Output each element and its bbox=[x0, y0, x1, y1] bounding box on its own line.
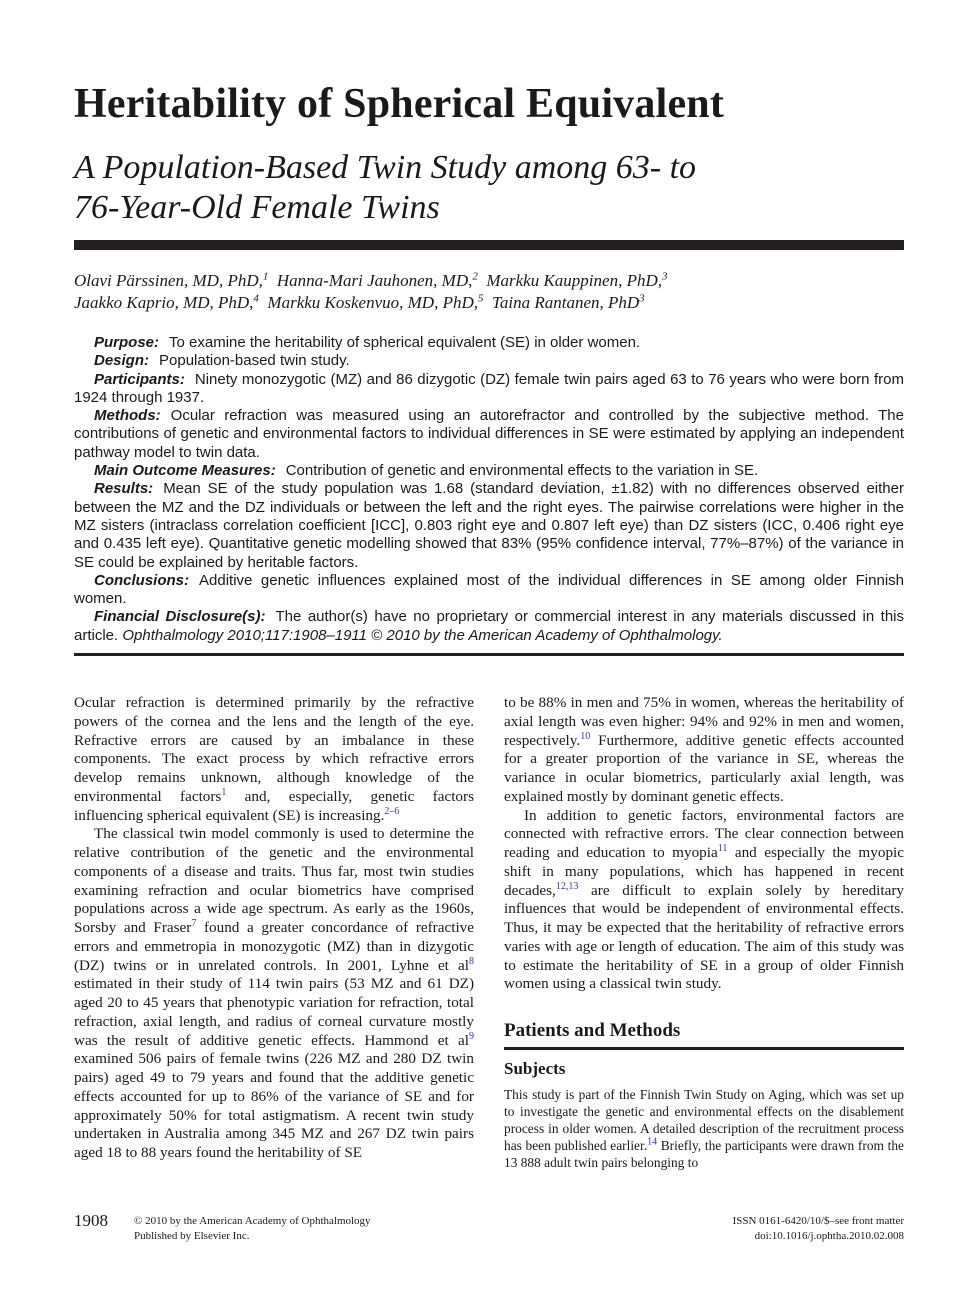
abstract-text: Contribution of genetic and environmental effects to the variation in SE. bbox=[285, 462, 759, 480]
reference-link[interactable]: 8 bbox=[469, 955, 474, 967]
abstract-outcome bbox=[74, 462, 904, 480]
body-paragraph bbox=[504, 1086, 904, 1171]
body-column-left bbox=[74, 694, 474, 1163]
body-paragraph bbox=[504, 807, 904, 995]
reference-link[interactable]: 14 bbox=[647, 1136, 658, 1148]
body-paragraph bbox=[504, 694, 904, 807]
reference-link[interactable]: 12,13 bbox=[555, 880, 579, 892]
author-affiliation: 1 bbox=[262, 270, 269, 283]
author-name: Jaakko Kaprio, MD, PhD, bbox=[74, 293, 254, 312]
abstract-text: To examine the heritability of spherical equivalent (SE) in older women. bbox=[169, 334, 641, 351]
abstract-label: Methods: bbox=[94, 407, 161, 425]
abstract-text: Ocular refraction was measured using an autorefractor and controlled by the subjective method. The contributions of genetic and environmental factors to individual differences in SE were estimated by applying an independent pathway model to twin data. bbox=[74, 407, 904, 461]
body-text: Briefly, the participants were drawn from the 13 888 adult twin pairs belonging to bbox=[504, 1138, 904, 1170]
abstract-label: Purpose: bbox=[94, 334, 160, 351]
body-text: Furthermore, additive genetic effects accounted for a greater proportion of the variance in SE, whereas the variance in ocular biometrics, particularly axial length, was explained mostly by dominant genetic effects. bbox=[504, 731, 904, 805]
footer-copyright bbox=[134, 1214, 371, 1244]
body-paragraph bbox=[74, 694, 474, 825]
author-affiliation: 3 bbox=[639, 292, 645, 305]
abstract-participants bbox=[74, 371, 904, 408]
abstract-conclusions bbox=[74, 572, 904, 609]
abstract-label: Main Outcome Measures: bbox=[94, 462, 276, 480]
author-affiliation: 4 bbox=[253, 292, 259, 305]
author-list bbox=[74, 270, 904, 314]
doi-link[interactable]: doi:10.1016/j.ophtha.2010.02.008 bbox=[754, 1230, 904, 1242]
copyright-text: © 2010 by the American Academy of Ophthalmology bbox=[134, 1215, 371, 1227]
article-title: Heritability of Spherical Equivalent bbox=[74, 81, 725, 127]
title-rule bbox=[74, 240, 904, 250]
reference-link[interactable]: 7 bbox=[191, 917, 197, 929]
reference-link[interactable]: 11 bbox=[717, 842, 728, 854]
journal-citation: Ophthalmology 2010;117:1908–1911 © 2010 by the American Academy of Ophthalmology. bbox=[122, 626, 723, 644]
article-subtitle bbox=[74, 148, 904, 228]
body-text: found a greater concordance of refractive errors and emmetropia in monozygotic (MZ) than in dizygotic (DZ) twins or in unrelated controls. In 2001, Lyhne et al bbox=[74, 919, 474, 974]
abstract-label: Financial Disclosure(s): bbox=[94, 608, 266, 626]
abstract-label: Participants: bbox=[94, 370, 185, 388]
abstract-text: Additive genetic influences explained most of the individual differences in SE among older Finnish women. bbox=[74, 571, 904, 608]
abstract-disclosure bbox=[74, 608, 904, 645]
abstract-results bbox=[74, 480, 904, 571]
author-name: Hanna-Mari Jauhonen, MD, bbox=[276, 271, 473, 290]
reference-link[interactable]: 2–6 bbox=[384, 805, 400, 817]
author-name: Markku Kauppinen, PhD, bbox=[486, 271, 662, 290]
subtitle-line-2: 76-Year-Old Female Twins bbox=[74, 189, 440, 226]
author-affiliation: 3 bbox=[661, 270, 668, 283]
footer-identifiers bbox=[733, 1214, 904, 1244]
body-text: Ocular refraction is determined primarily by the refractive powers of the cornea and the lens and the length of the eye. Refractive errors are caused by an imbalance in these components. The exact process by which refractive errors develop remains unknown, although knowledge of the environmental factors bbox=[74, 694, 474, 805]
author-name: Taina Rantanen, PhD bbox=[491, 293, 640, 312]
issn-text: ISSN 0161-6420/10/$–see front matter bbox=[732, 1215, 904, 1227]
section-heading: Patients and Methods bbox=[504, 1019, 904, 1050]
body-text: This study is part of the Finnish Twin Study on Aging, which was set up to investigate the genetic and environmental effects on the disablement process in older women. A detailed description of the recruitment process has been published earlier. bbox=[504, 1087, 904, 1153]
reference-link[interactable]: 10 bbox=[580, 730, 591, 742]
abstract-label: Results: bbox=[94, 480, 154, 498]
abstract-text: The author(s) have no proprietary or commercial interest in any materials discussed in this article. bbox=[74, 608, 904, 644]
body-text: are difficult to explain solely by hereditary influences that would be independent of environmental effects. Thus, it may be expected that the heritability of refractive errors varies with age or length of education. The aim of this study was to estimate the heritability of SE in a group of older Finnish women using a classical twin study. bbox=[504, 881, 904, 993]
author-name: Markku Koskenvuo, MD, PhD, bbox=[267, 293, 478, 312]
abstract-text: Ninety monozygotic (MZ) and 86 dizygotic (DZ) female twin pairs aged 63 to 76 years who were born from 1924 through 1937. bbox=[74, 370, 904, 406]
abstract-purpose bbox=[74, 334, 904, 352]
body-paragraph bbox=[74, 825, 474, 1163]
body-text: In addition to genetic factors, environmental factors are connected with refractive errors. The clear connection between reading and education to myopia bbox=[504, 806, 904, 861]
subsection-heading: Subjects bbox=[504, 1059, 566, 1078]
reference-link[interactable]: 1 bbox=[221, 786, 227, 798]
publisher-text: Published by Elsevier Inc. bbox=[134, 1230, 250, 1242]
body-column-right bbox=[504, 694, 904, 1171]
body-text: to be 88% in men and 75% in women, whereas the heritability of axial length was even higher: 94% and 92% in men and women, respectively. bbox=[504, 694, 904, 749]
body-text: examined 506 pairs of female twins (226 MZ and 280 DZ twin pairs) aged 49 to 79 years and found that the additive genetic effects accounted for up to 86% of the variance of SE and for approximately 50% for total astigmatism. A recent twin study undertaken in Australia among 345 MZ and 267 DZ twin pairs aged 18 to 88 years found the heritability of SE bbox=[74, 1050, 474, 1161]
body-text: and, especially, genetic factors influencing spherical equivalent (SE) is increasing. bbox=[74, 787, 474, 824]
abstract-methods bbox=[74, 407, 904, 462]
body-text: and especially the myopic shift in many populations, which has happened in recent decades, bbox=[504, 844, 904, 899]
abstract-label: Design: bbox=[94, 352, 150, 370]
page-number: 1908 bbox=[74, 1211, 108, 1230]
abstract-rule bbox=[74, 653, 904, 656]
abstract-design bbox=[74, 352, 904, 370]
reference-link[interactable]: 9 bbox=[469, 1030, 474, 1042]
author-affiliation: 2 bbox=[472, 270, 478, 283]
author-affiliation: 5 bbox=[477, 292, 484, 305]
body-text: The classical twin model commonly is used to determine the relative contribution of the genetic and the environmental components of a disease and traits. Thus far, most twin studies examining refraction and ocular biometrics have comprised populations across a wide age spectrum. As early as the 1960s, Sorsby and Fraser bbox=[74, 825, 474, 936]
abstract-text: Population-based twin study. bbox=[159, 352, 350, 370]
abstract bbox=[74, 334, 904, 645]
author-name: Olavi Pärssinen, MD, PhD, bbox=[74, 271, 263, 290]
subtitle-line-1: A Population-Based Twin Study among 63- to bbox=[74, 149, 697, 186]
abstract-label: Conclusions: bbox=[94, 571, 190, 589]
body-text: estimated in their study of 114 twin pairs (53 MZ and 61 DZ) aged 20 to 45 years that phenotypic variation for refraction, total refraction, axial length, and radius of corneal curvature mostly was the result of additive genetic effects. Hammond et al bbox=[74, 975, 474, 1049]
abstract-text: Mean SE of the study population was 1.68 (standard deviation, ±1.82) with no differences observed either between the MZ and the DZ individuals or between the left and the right eyes. The pairwise correlations were higher in the MZ sisters (intraclass correlation coefficient [ICC], 0.803 right eye and 0.807 left eye) than DZ sisters (ICC, 0.406 right eye and 0.435 left eye). Quantitative genetic modelling showed that 83% (95% confidence interval, 77%–87%) of the variance in SE could be explained by heritable factors. bbox=[74, 480, 904, 571]
